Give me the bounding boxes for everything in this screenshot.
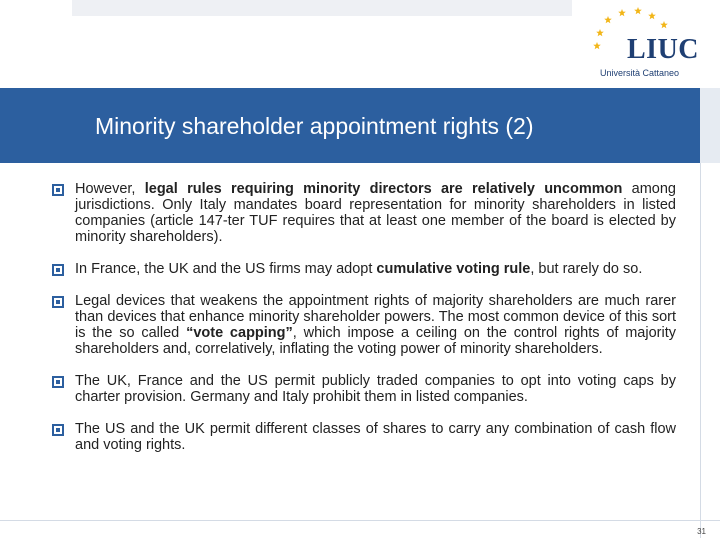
star-icon bbox=[634, 7, 642, 14]
top-strip bbox=[72, 0, 572, 16]
bullet-square-icon bbox=[52, 184, 64, 196]
page-number: 31 bbox=[697, 527, 706, 536]
logo-name: LIUC bbox=[627, 34, 700, 65]
star-icon bbox=[596, 29, 604, 36]
title-band bbox=[0, 88, 700, 163]
bottom-rule bbox=[0, 520, 720, 521]
star-icon bbox=[604, 16, 612, 23]
logo-subtitle: Università Cattaneo bbox=[600, 68, 680, 78]
bullet-item: The US and the UK permit different classes of shares to carry any combination of cash flow and voting rights. bbox=[48, 421, 676, 453]
bullet-square-icon bbox=[52, 424, 64, 436]
bullet-item: In France, the UK and the US firms may adopt cumulative voting rule, but rarely do so. bbox=[48, 261, 676, 277]
slide-title: Minority shareholder appointment rights (2) bbox=[95, 113, 534, 139]
liuc-logo bbox=[580, 6, 712, 86]
bullet-item: However, legal rules requiring minority directors are relatively uncommon among jurisdictions. Only Italy mandates board representation for minority shareholders in listed companies (article 147-ter TUF requires that at least one member of the board is elected by minority shareholders). bbox=[48, 181, 676, 245]
side-rule bbox=[700, 163, 701, 538]
star-icon bbox=[593, 42, 601, 49]
bullet-square-icon bbox=[52, 296, 64, 308]
star-icon bbox=[618, 9, 626, 16]
bullet-list bbox=[48, 181, 676, 469]
bullet-square-icon bbox=[52, 264, 64, 276]
star-icon bbox=[660, 21, 668, 28]
bullet-square-icon bbox=[52, 376, 64, 388]
bullet-item: The UK, France and the US permit publicly traded companies to opt into voting caps by charter provision. Germany and Italy prohibit them in listed companies. bbox=[48, 373, 676, 405]
bullet-item: Legal devices that weakens the appointment rights of majority shareholders are much rarer than devices that enhance minority shareholder powers. The most common device of this sort is the so called “vote capping”, which impose a ceiling on the control rights of majority shareholders and, correlatively, inflating the voting power of minority shareholders. bbox=[48, 293, 676, 357]
star-icon bbox=[648, 12, 656, 19]
band-edge bbox=[700, 88, 720, 163]
